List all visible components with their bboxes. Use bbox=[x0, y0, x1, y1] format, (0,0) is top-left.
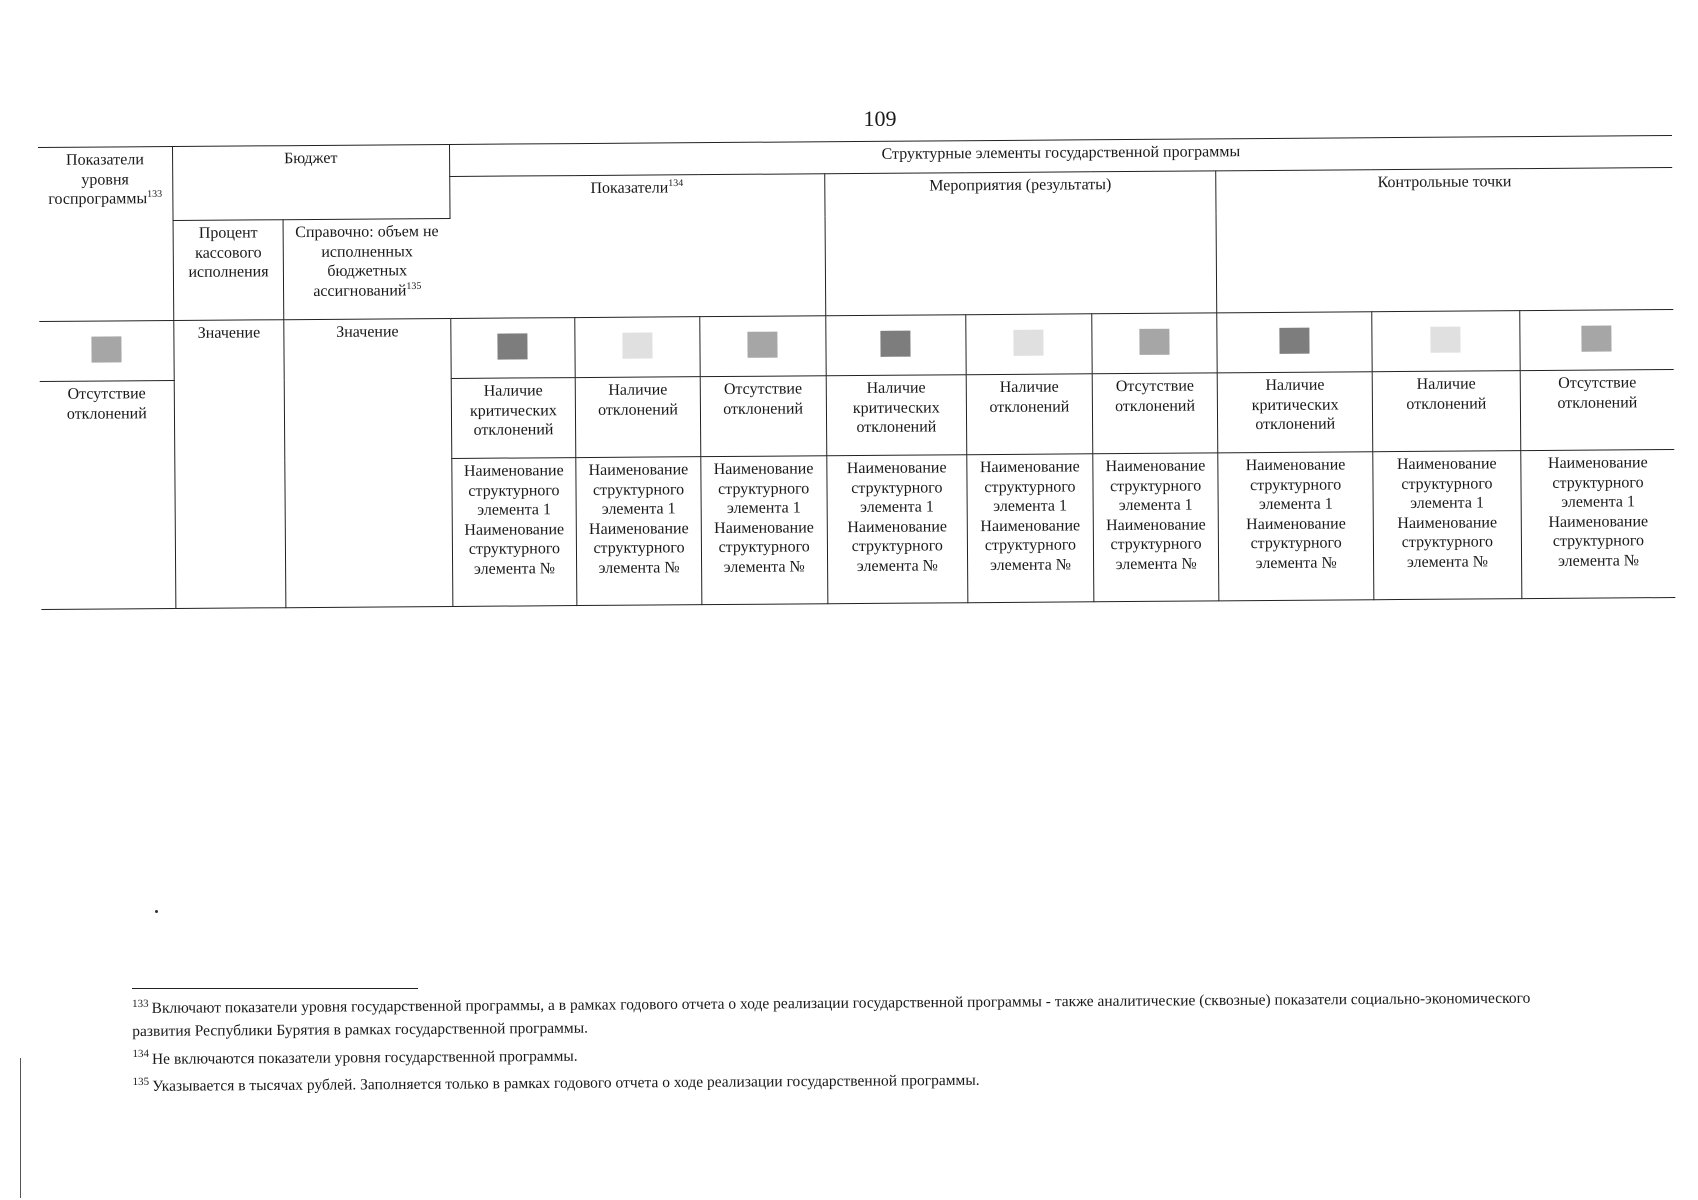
element-names-cell bbox=[576, 457, 702, 606]
element-name-last: Наименование структурного элемента № bbox=[847, 517, 948, 575]
element-name-first: Наименование структурного элемента 1 bbox=[1245, 456, 1346, 514]
status-matrix-table bbox=[38, 135, 1675, 610]
header-unfulfilled-allocations: Справочно: объем не исполненных бюджетных ассигнований$^{135}$ bbox=[284, 218, 451, 319]
status-swatch-yellow bbox=[1431, 327, 1461, 353]
footnote-text: Указывается в тысячах рублей. Заполняется только в рамках годового отчета о ходе реализации государственной программы. bbox=[152, 1071, 980, 1095]
element-names-cell bbox=[826, 455, 968, 604]
element-name-last: Наименование структурного элемента № bbox=[1106, 515, 1206, 573]
element-name-first: Наименование структурного элемента 1 bbox=[463, 462, 564, 519]
swatch-cell bbox=[575, 317, 700, 378]
element-name-last: Наименование структурного элемента № bbox=[1548, 512, 1649, 570]
status-swatch-red bbox=[1280, 328, 1310, 354]
element-name-last: Наименование структурного элемента № bbox=[714, 518, 814, 576]
status-label-cell: Наличие отклонений bbox=[966, 374, 1092, 455]
element-name-first: Наименование структурного элемента 1 bbox=[1396, 455, 1497, 512]
element-name-first: Наименование структурного элемента 1 bbox=[846, 459, 947, 517]
footnote-text: Включают показатели уровня государственной программы, а в рамках годового отчета о ходе реализации государственной программы - также аналитические (сквозные) показатели социально-экономического развития Республики Бурятия в рамках государственной программы. bbox=[132, 989, 1531, 1041]
footnote-ref-134: 134 bbox=[668, 177, 684, 190]
header-cash-execution-percent: Процент кассового исполнения bbox=[173, 220, 284, 321]
status-label-cell: Наличие критических отклонений bbox=[826, 375, 967, 456]
element-name-first: Наименование структурного элемента 1 bbox=[588, 461, 689, 518]
scan-artifact-dot bbox=[155, 910, 158, 913]
scan-margin-line bbox=[20, 1058, 21, 1198]
status-label-cell: Наличие критических отклонений bbox=[1218, 372, 1373, 453]
footnote-number: 134 bbox=[132, 1048, 149, 1061]
footnote-text: Не включаются показатели уровня государственной программы. bbox=[151, 1047, 578, 1068]
status-swatch-green bbox=[748, 332, 778, 358]
element-name-first: Наименование структурного элемента 1 bbox=[1105, 457, 1206, 515]
swatch-cell bbox=[1372, 311, 1520, 372]
swatch-cell bbox=[825, 315, 966, 376]
element-name-last: Наименование структурного элемента № bbox=[588, 519, 689, 577]
element-names-cell bbox=[1093, 453, 1220, 602]
footnote-number: 133 bbox=[132, 997, 149, 1010]
swatch-cell bbox=[450, 318, 575, 379]
status-label-cell: Отсутствие отклонений bbox=[1092, 373, 1218, 454]
swatch-cell bbox=[966, 314, 1092, 375]
footnote-separator bbox=[132, 988, 418, 989]
status-label-cell: Наличие критических отклонений bbox=[451, 378, 576, 459]
footnote-135 bbox=[133, 1064, 1583, 1098]
status-label-cell: Отсутствие отклонений bbox=[700, 376, 826, 457]
element-names-cell bbox=[1373, 451, 1522, 600]
footnote-number: 135 bbox=[132, 1075, 150, 1088]
page-number: 109 bbox=[863, 106, 897, 131]
element-names-cell bbox=[1521, 450, 1676, 599]
element-name-last: Наименование структурного элемента № bbox=[464, 520, 565, 578]
status-label-cell: Наличие отклонений bbox=[575, 377, 700, 458]
status-swatch-green bbox=[1139, 329, 1169, 355]
element-name-last: Наименование структурного элемента № bbox=[1246, 514, 1346, 572]
element-name-first: Наименование структурного элемента 1 bbox=[979, 458, 1080, 516]
footnotes bbox=[132, 986, 1583, 1102]
status-label-cell: Наличие отклонений bbox=[1372, 371, 1521, 452]
header-group-indicators: Показатели$^{134}$ bbox=[449, 174, 825, 319]
cash-value-cell: Значение bbox=[173, 320, 286, 609]
status-swatch-green bbox=[91, 336, 121, 362]
swatch-cell bbox=[1520, 310, 1674, 371]
element-name-first: Наименование структурного элемента 1 bbox=[1547, 454, 1648, 511]
header-budget: Бюджет bbox=[172, 144, 449, 220]
status-swatch-red bbox=[881, 331, 911, 357]
element-name-last: Наименование структурного элемента № bbox=[980, 516, 1081, 574]
swatch-cell bbox=[1092, 313, 1218, 374]
header-group-checkpoints: Контрольные точки bbox=[1216, 168, 1673, 313]
element-name-first: Наименование структурного элемента 1 bbox=[713, 460, 814, 517]
header-group-activities: Мероприятия (результаты) bbox=[824, 171, 1217, 316]
element-names-cell bbox=[701, 456, 828, 605]
status-matrix-table-wrap bbox=[38, 135, 1675, 610]
footnote-ref-133: 133 bbox=[147, 188, 163, 200]
status-label-cell: Отсутствие отклонений bbox=[1520, 370, 1674, 451]
element-name-last: Наименование структурного элемента № bbox=[1397, 513, 1498, 571]
status-swatch-yellow bbox=[622, 333, 652, 359]
footnote-133 bbox=[132, 986, 1582, 1043]
swatch-cell bbox=[1217, 312, 1372, 373]
status-swatch-yellow bbox=[1014, 330, 1044, 356]
left-status-cell: Отсутствие отклонений bbox=[40, 381, 176, 610]
element-names-cell bbox=[967, 454, 1094, 603]
swatch-cell-left bbox=[39, 321, 174, 382]
header-indicators-level: Показатели уровня госпрограммы$^{133}$ bbox=[38, 147, 173, 322]
swatch-cell bbox=[700, 316, 826, 377]
element-names-cell bbox=[1218, 452, 1374, 601]
footnote-ref-135: 135 bbox=[406, 280, 422, 292]
status-swatch-red bbox=[498, 333, 528, 359]
element-names-cell bbox=[451, 458, 577, 607]
unfulfilled-value-cell: Значение bbox=[284, 318, 452, 607]
header-structural-elements: Структурные элементы государственной программы bbox=[449, 136, 1672, 177]
status-swatch-green bbox=[1582, 325, 1612, 351]
